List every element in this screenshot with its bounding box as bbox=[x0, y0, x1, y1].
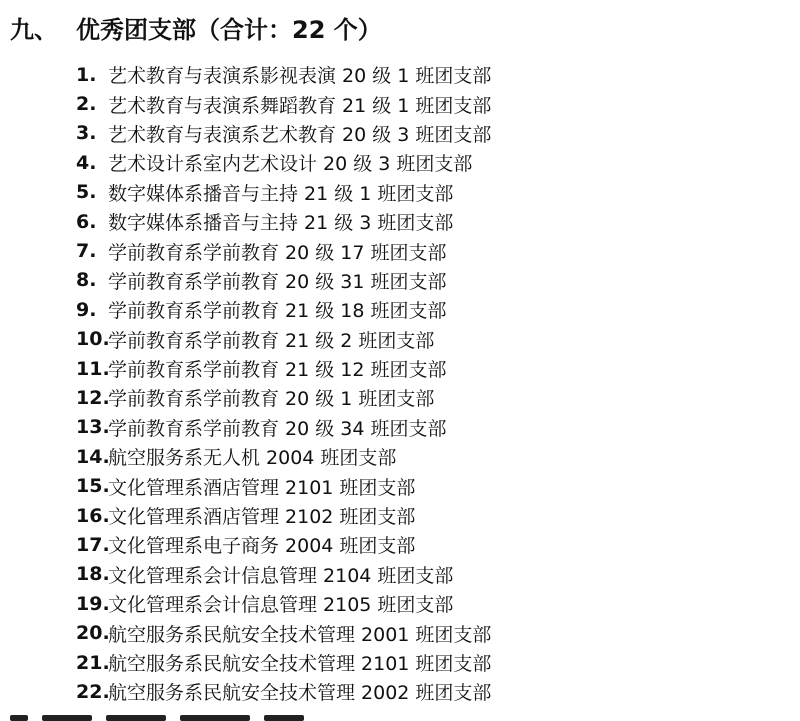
list-item bbox=[0, 618, 491, 647]
list-item bbox=[0, 560, 491, 589]
list-item bbox=[0, 325, 491, 354]
item-number: 6. bbox=[76, 210, 97, 233]
item-name: 文化管理系酒店管理 2102 班团支部 bbox=[108, 506, 416, 529]
item-name: 文化管理系酒店管理 2101 班团支部 bbox=[108, 476, 416, 499]
list-item bbox=[0, 677, 491, 706]
item-name: 数字媒体系播音与主持 21 级 1 班团支部 bbox=[108, 182, 454, 205]
item-name: 航空服务系民航安全技术管理 2002 班团支部 bbox=[108, 682, 492, 705]
list-item bbox=[0, 236, 491, 265]
list-item bbox=[0, 648, 491, 677]
list-item bbox=[0, 442, 491, 471]
item-number: 7. bbox=[76, 240, 97, 263]
next-line-partial bbox=[0, 711, 370, 721]
list-item bbox=[0, 413, 491, 442]
list-item bbox=[0, 119, 491, 148]
item-number: 21. bbox=[76, 651, 110, 674]
item-name: 学前教育系学前教育 21 级 2 班团支部 bbox=[108, 329, 435, 352]
item-number: 3. bbox=[76, 122, 97, 145]
item-name: 学前教育系学前教育 20 级 1 班团支部 bbox=[108, 388, 435, 411]
item-number: 18. bbox=[76, 563, 110, 586]
list-item bbox=[0, 383, 491, 412]
item-number: 2. bbox=[76, 93, 97, 116]
list-item bbox=[0, 207, 491, 236]
item-number: 9. bbox=[76, 298, 97, 321]
item-name: 航空服务系民航安全技术管理 2001 班团支部 bbox=[108, 623, 492, 646]
list-item bbox=[0, 354, 491, 383]
list-item bbox=[0, 589, 491, 618]
item-name: 学前教育系学前教育 21 级 12 班团支部 bbox=[108, 359, 447, 382]
list-item bbox=[0, 60, 491, 89]
item-name: 学前教育系学前教育 20 级 17 班团支部 bbox=[108, 241, 447, 264]
item-name: 艺术设计系室内艺术设计 20 级 3 班团支部 bbox=[108, 153, 473, 176]
item-number: 19. bbox=[76, 592, 110, 615]
list-item bbox=[0, 295, 491, 324]
item-name: 学前教育系学前教育 21 级 18 班团支部 bbox=[108, 300, 447, 323]
item-number: 1. bbox=[76, 63, 97, 86]
section-number: 九、 bbox=[10, 15, 58, 44]
list-item bbox=[0, 266, 491, 295]
item-number: 14. bbox=[76, 445, 110, 468]
item-number: 5. bbox=[76, 181, 97, 204]
item-name: 航空服务系无人机 2004 班团支部 bbox=[108, 447, 397, 470]
item-number: 12. bbox=[76, 386, 110, 409]
item-name: 艺术教育与表演系艺术教育 20 级 3 班团支部 bbox=[108, 123, 492, 146]
section-heading bbox=[10, 8, 382, 46]
item-number: 22. bbox=[76, 680, 110, 703]
item-name: 航空服务系民航安全技术管理 2101 班团支部 bbox=[108, 653, 492, 675]
item-number: 17. bbox=[76, 533, 110, 556]
item-name: 学前教育系学前教育 20 级 34 班团支部 bbox=[108, 417, 447, 440]
item-name: 文化管理系会计信息管理 2105 班团支部 bbox=[108, 594, 454, 617]
item-number: 4. bbox=[76, 151, 97, 174]
branch-list bbox=[0, 60, 491, 707]
item-name: 数字媒体系播音与主持 21 级 3 班团支部 bbox=[108, 212, 454, 235]
item-number: 16. bbox=[76, 504, 110, 527]
list-item bbox=[0, 501, 491, 530]
item-name: 文化管理系会计信息管理 2104 班团支部 bbox=[108, 564, 454, 587]
item-number: 15. bbox=[76, 475, 110, 498]
item-number: 13. bbox=[76, 416, 110, 439]
item-name: 艺术教育与表演系影视表演 20 级 1 班团支部 bbox=[108, 65, 492, 88]
item-name: 艺术教育与表演系舞蹈教育 21 级 1 班团支部 bbox=[108, 94, 492, 117]
item-number: 11. bbox=[76, 357, 110, 380]
item-name: 学前教育系学前教育 20 级 31 班团支部 bbox=[108, 270, 447, 293]
list-item bbox=[0, 471, 491, 500]
section-title: 优秀团支部（合计：22 个） bbox=[76, 15, 382, 44]
list-item bbox=[0, 148, 491, 177]
item-name: 文化管理系电子商务 2004 班团支部 bbox=[108, 535, 416, 558]
list-item bbox=[0, 178, 491, 207]
list-item bbox=[0, 530, 491, 559]
item-number: 8. bbox=[76, 269, 97, 292]
list-item bbox=[0, 89, 491, 118]
item-number: 10. bbox=[76, 328, 110, 351]
item-number: 20. bbox=[76, 622, 110, 645]
